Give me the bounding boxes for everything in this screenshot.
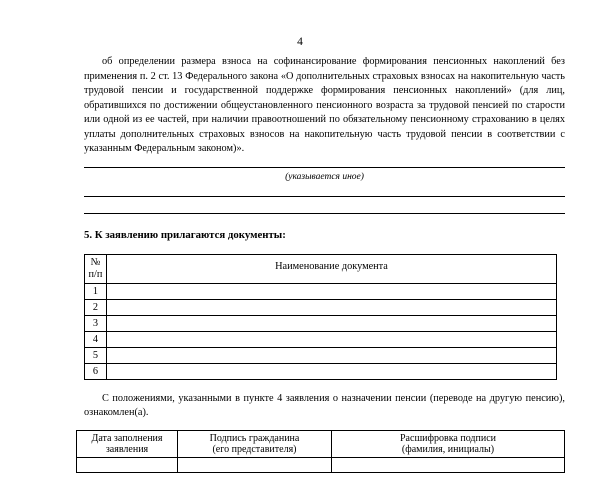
column-header-signature-line2: (его представителя): [212, 444, 297, 455]
table-row: [85, 348, 557, 364]
column-header-signature: [178, 431, 332, 458]
signature-table: [76, 430, 565, 473]
row-number: 4: [85, 332, 107, 348]
column-header-document-name: Наименование документа: [107, 255, 557, 284]
section-5-heading: 5. К заявлению прилагаются документы:: [84, 229, 286, 241]
date-field[interactable]: [77, 458, 178, 473]
table-row: [85, 332, 557, 348]
document-name-cell[interactable]: [107, 348, 557, 364]
signature-input-row: [77, 458, 565, 473]
table-header-row: [85, 255, 557, 284]
table-row: [85, 364, 557, 380]
column-header-number-line2: п/п: [88, 269, 103, 280]
document-name-cell[interactable]: [107, 332, 557, 348]
document-name-cell[interactable]: [107, 300, 557, 316]
fill-line-3[interactable]: [84, 213, 565, 214]
column-header-signature-line1: Подпись гражданина: [209, 432, 300, 444]
column-header-date-line2: заявления: [105, 444, 149, 455]
table-row: [85, 316, 557, 332]
fill-line-2[interactable]: [84, 196, 565, 197]
row-number: 2: [85, 300, 107, 316]
row-number: 3: [85, 316, 107, 332]
paragraph-acknowledgement: С положениями, указанными в пункте 4 заявления о назначении пенсии (переводе на другую пенсию), ознакомлен(а).: [84, 393, 565, 418]
attached-documents-table: [84, 254, 557, 380]
row-number: 5: [85, 348, 107, 364]
column-header-date-line1: Дата заполнения: [91, 432, 163, 444]
signature-header-row: [77, 431, 565, 458]
row-number: 1: [85, 284, 107, 300]
other-caption: (указывается иное): [285, 172, 364, 182]
signature-field[interactable]: [178, 458, 332, 473]
page-number: 4: [297, 36, 303, 48]
column-header-decoding-line1: Расшифровка подписи: [400, 432, 496, 444]
column-header-date: [77, 431, 178, 458]
row-number: 6: [85, 364, 107, 380]
decoding-field[interactable]: [332, 458, 565, 473]
column-header-decoding: [332, 431, 565, 458]
fill-line-1[interactable]: [84, 167, 565, 168]
document-name-cell[interactable]: [107, 316, 557, 332]
column-header-decoding-line2: (фамилия, инициалы): [401, 444, 495, 455]
column-header-number-line1: №: [90, 257, 101, 268]
table-row: [85, 284, 557, 300]
paragraph-contribution-calculation: об определении размера взноса на софинансирование формирования пенсионных накоплений без применения п. 2 ст. 13 Федерального закона «О дополнительных страховых взносах на накопительную часть трудовой пенсии и государственной поддержке формирования пенсионных накоплений» (для лиц, обратившихся по достижении общеустановленного пенсионного возраста за трудовой пенсией по старости или одной из ее частей, при наличии правоотношений по обязательному пенсионному страхованию в целях уплаты дополнительных страховых взносов на накопительную часть трудовой пенсии в соответствии с указанным Федеральным законом)».: [84, 56, 565, 154]
column-header-number: [85, 255, 107, 284]
table-row: [85, 300, 557, 316]
document-name-cell[interactable]: [107, 284, 557, 300]
document-name-cell[interactable]: [107, 364, 557, 380]
